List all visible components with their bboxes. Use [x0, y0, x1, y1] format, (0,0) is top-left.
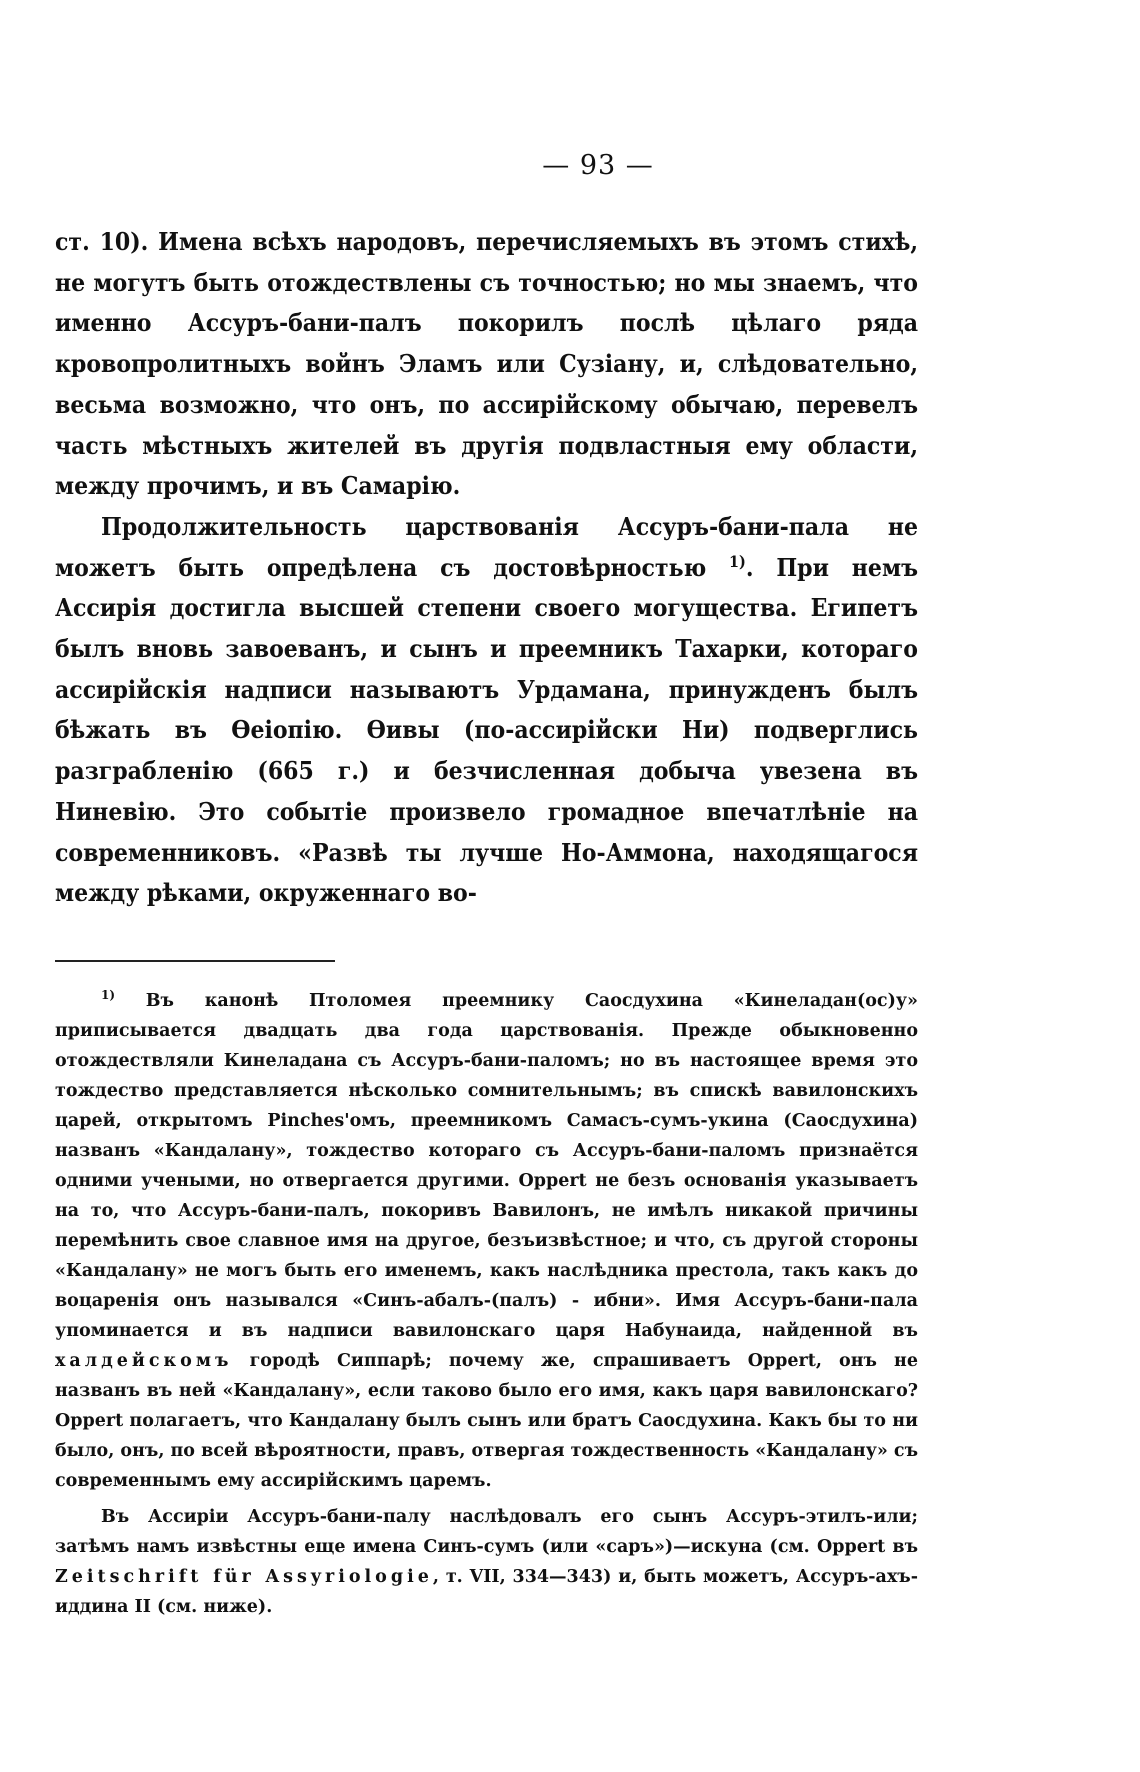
footnote-reference: 1)	[729, 551, 746, 571]
footnote-2-journal: Zeitschrift für Assyriologie	[55, 1567, 433, 1587]
footnote-2	[55, 1502, 918, 1622]
footnote-2-text-b: , т. VII, 334—343) и, быть можетъ, Ассуръ-ахъ-иддина II (см. ниже).	[55, 1567, 918, 1617]
footnote-1-marker: 1)	[101, 988, 116, 1003]
footnotes	[55, 986, 918, 1628]
footnote-1-text-a: Въ канонѣ Птоломея преемнику Саосдухина «Кинеладан(ос)у» приписывается двадцать два года царствованія. Прежде обыкновенно отождествляли Кинеладана съ Ассуръ-бани-паломъ; но въ настоящее время это тождество представляется нѣсколько сомнительнымъ; въ спискѣ вавилонскихъ царей, открытомъ Pinches'омъ, преемникомъ Самасъ-сумъ-укина (Саосдухина) названъ «Кандалану», тождество котораго съ Ассуръ-бани-паломъ признаётся одними учеными, но отвергается другими. Oppert не безъ основанія указываетъ на то, что Ассуръ-бани-палъ, покоривъ Вавилонъ, не имѣлъ никакой причины перемѣнить свое славное имя на другое, безъизвѣстное; и что, съ другой стороны «Кандалану» не могъ быть его именемъ, какъ наслѣдника престола, такъ какъ до воцаренія онъ назывался «Синъ-абалъ-(палъ) - ибни». Имя Ассуръ-бани-пала упоминается и въ надписи вавилонскаго царя Набунаида, найденной въ	[55, 991, 918, 1341]
paragraph-2	[55, 507, 918, 914]
paragraph-1: ст. 10). Имена всѣхъ народовъ, перечисляемыхъ въ этомъ стихѣ, не могутъ быть отождествлены съ точностью; но мы знаемъ, что именно Ассуръ-бани-палъ покорилъ послѣ цѣлаго ряда кровопролитныхъ войнъ Эламъ или Сузіану, и, слѣдовательно, весьма возможно, что онъ, по ассирійскому обычаю, перевелъ часть мѣстныхъ жителей въ другія подвластныя ему области, между прочимъ, и въ Самарію.	[55, 227, 918, 501]
footnote-1-spaced-word: халдейскомъ	[55, 1351, 233, 1371]
page-number: — 93 —	[542, 150, 654, 181]
footnote-1	[55, 986, 918, 1496]
paragraph-2-start: Продолжительность царствованія Ассуръ-бани-пала не можетъ быть опредѣлена съ достовѣрностью	[55, 511, 918, 582]
footnote-2-text-a: Въ Ассиріи Ассуръ-бани-палу наслѣдовалъ его сынъ Ассуръ-этилъ-или; затѣмъ намъ извѣстны еще имена Синъ-сумъ (или «саръ»)—искуна (см. Oppert въ	[55, 1507, 918, 1557]
footnote-divider	[55, 960, 335, 962]
paragraph-2-rest: . При немъ Ассирія достигла высшей степени своего могущества. Египетъ былъ вновь завоеванъ, и сынъ и преемникъ Тахарки, котораго ассирійскія надписи называютъ Урдамана, принужденъ былъ бѣжать въ Ѳеіопію. Ѳивы (по-ассирійски Ни) подверглись разграбленію (665 г.) и безчисленная добыча увезена въ Ниневію. Это событіе произвело громадное впечатлѣніе на современниковъ. «Развѣ ты лучше Но-Аммона, находящагося между рѣками, окруженнаго во-	[55, 552, 919, 908]
footnote-1-text-b: городѣ Сиппарѣ; почему же, спрашиваетъ Oppert, онъ не названъ въ ней «Кандалану», если таково было его имя, какъ царя вавилонскаго? Oppert полагаетъ, что Кандалану былъ сынъ или братъ Саосдухина. Какъ бы то ни было, онъ, по всей вѣроятности, правъ, отвергая тождественность «Кандалану» съ современнымъ ему ассирійскимъ царемъ.	[55, 1351, 919, 1491]
main-text	[55, 222, 918, 914]
